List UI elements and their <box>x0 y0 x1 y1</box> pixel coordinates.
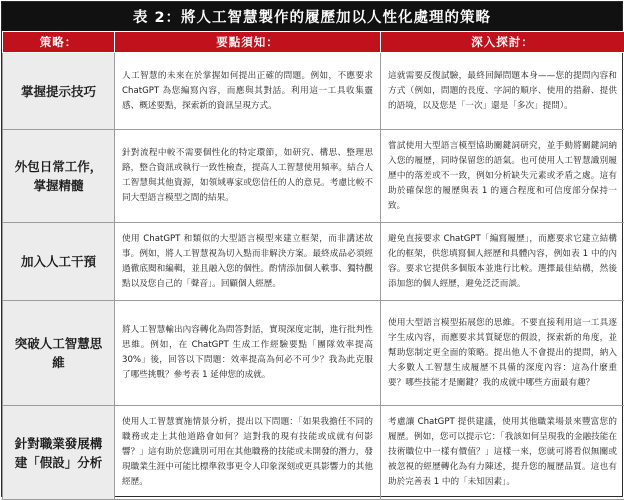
deep-dive-cell: 考慮讓 ChatGPT 提供建議，使用其他職業場景來豐富您的履歷。例如，您可以提示它：「我該如何呈現我的金融技能在技術職位中一樣有價值？」這樣一來，您就可將看似無關或被忽視的經歷轉化為有力陳述，提升您的履歷品質。這也有助於完善表 1 中的「未知因素」。 <box>381 406 624 500</box>
strategy-cell: 針對職業發展構建「假設」分析 <box>3 406 115 500</box>
strategy-cell: 突破人工智慧思維 <box>3 301 115 406</box>
deep-dive-cell: 嘗試使用大型語言模型協助關鍵詞研究，並手動將關鍵詞納入您的履歷，同時保留您的語氣。也可使用人工智慧識別履歷中的落差或不一致，例如分析缺失元素或矛盾之處。這有助於確保您的履歷與表 1 的適合程度和可信度部分保持一致。 <box>381 130 624 223</box>
header-deep-dive: 深入探討： <box>381 32 624 53</box>
header-notes: 要點須知： <box>115 32 381 53</box>
deep-dive-cell: 避免直接要求 ChatGPT「編寫履歷」，而應要求它建立結構化的框架，供您填寫個人經歷和具體內容，例如表 1 中的內容。要求它提供多個版本並進行比較。選擇最佳結構，然後添加您的個人經歷，避免泛泛而談。 <box>381 223 624 301</box>
strategy-cell: 掌握提示技巧 <box>3 53 115 130</box>
strategy-cell: 加入人工干預 <box>3 223 115 301</box>
notes-cell: 使用 ChatGPT 和類似的大型語言模型來建立框架，而非講述故事。例如，將人工智慧視為切入點而非解決方案。最終成品必須經過徹底閱和編輯，並且融入您的個性。酌情添加個人軼事、獨特觀點以及您自己的「聲音」。回顧個人經歷。 <box>115 223 381 301</box>
notes-cell: 針對流程中較不需要個性化的特定環節，如研究、構思、整理思路，整合資訊或執行一致性檢查，提高人工智慧使用頻率。結合人工智慧與其他資源，如領域專家或您信任的人的意見。考慮比較不同大型語言模型之間的結果。 <box>115 130 381 223</box>
table-row <box>3 406 624 500</box>
table-row <box>3 301 624 406</box>
notes-cell: 將人工智慧輸出內容轉化為問答對話，實現深度定制，進行批判性思維。例如，在 ChatGPT 生成工作經驗要點「團隊效率提高 30%」後，回答以下問題：效率提高為何必不可少？我為此克服了哪些挑戰？參考表 1 延伸您的成就。 <box>115 301 381 406</box>
table-row <box>3 53 624 130</box>
deep-dive-cell: 這就需要反復試驗，最終回歸問題本身——您的提問內容和方式（例如，問題的長度、字詞的順序、使用的措辭、提供的語境，以及您是「一次」還是「多次」提問）。 <box>381 53 624 130</box>
table-title: 表 2：將人工智慧製作的履歷加以人性化處理的策略 <box>2 2 622 31</box>
header-row <box>3 32 624 53</box>
table-row <box>3 130 624 223</box>
deep-dive-cell: 使用大型語言模型拓展您的思維。不要直接利用這一工具逐字生成內容，而應要求其質疑您的假設，探索新的角度，並幫助您制定更全面的策略。提出他人不會提出的提問，納入大多數人工智慧生成履歷不具備的深度內容：這為什麼重要？哪些技能才是關鍵？我的成就中哪些方面最有趣？ <box>381 301 624 406</box>
table-row <box>3 223 624 301</box>
notes-cell: 人工智慧的未來在於掌握如何提出正確的問題。例如，不應要求 ChatGPT 為您編寫內容，而應與其對話。利用這一工具收集靈感、概述要點，探索新的資訊呈現方式。 <box>115 53 381 130</box>
header-strategy: 策略： <box>3 32 115 53</box>
notes-cell: 使用人工智慧實施情景分析，提出以下問題：「如果我擔任不同的職務或走上其他道路會如何？這對我的現有技能或成就有何影響？」這有助於您識別可用在其他職務的技能或未開發的潛力，發現職業生涯中可能比標準敘事更令人印象深刻或更具影響力的其他經歷。 <box>115 406 381 500</box>
strategy-cell: 外包日常工作，掌握精髓 <box>3 130 115 223</box>
strategy-table-figure <box>1 1 623 497</box>
strategy-table <box>2 31 624 500</box>
